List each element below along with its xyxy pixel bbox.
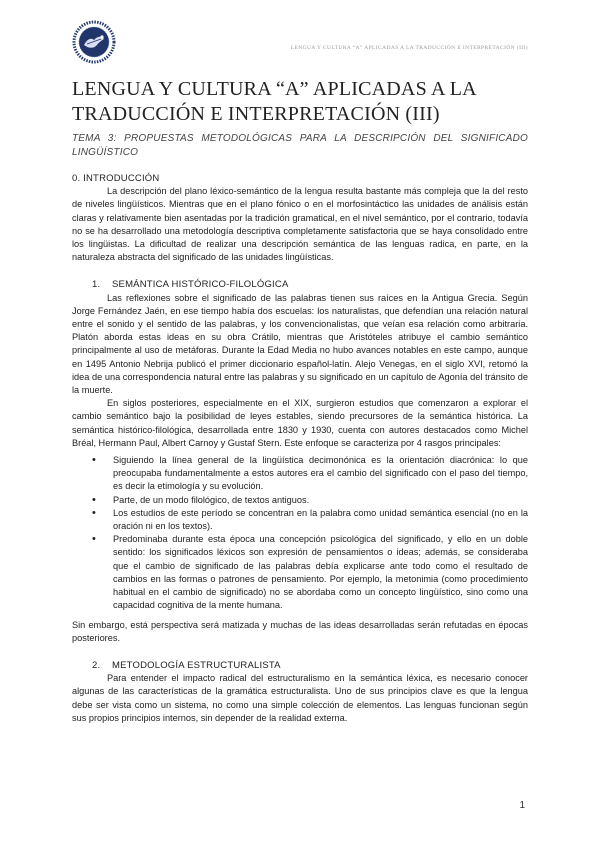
- list-item: • Predominaba durante esta época una concepción psicológica del significado, y ello en un doble sentido: los significados léxicos son expresión de pensamientos o ideas; además, se consideraba que el cambio de significado de las palabras debía explicarse ante todo como el resultado de cambios en las formas o patrones de pensamiento. Por ejemplo, la metonimia (como procedimiento habitual en el cambio de significado) no se abordaba como un concepto lingüístico, sino como una capacidad cognitiva de la mente humana.: [92, 533, 528, 612]
- running-header: LENGUA Y CULTURA “A” APLICADAS A LA TRADUCCIÓN E INTERPRETACIÓN (III): [290, 45, 528, 51]
- document-body: [72, 172, 528, 725]
- list-item: • Siguiendo la línea general de la lingüística decimonónica es la orientación diacrónica: lo que preocupaba fundamentalmente a estos autores era el cambio del significado con el paso del tiempo, es decir la etimología y su evolución.: [92, 454, 528, 494]
- list-item: • Los estudios de este período se concentran en la palabra como unidad semántica esencial (no en la oración ni en los textos).: [92, 507, 528, 533]
- document-title: LENGUA Y CULTURA “A” APLICADAS A LA TRADUCCIÓN E INTERPRETACIÓN (III): [72, 78, 476, 125]
- document-subtitle: TEMA 3: PROPUESTAS METODOLÓGICAS PARA LA DESCRIPCIÓN DEL SIGNIFICADO LINGÜÍSTICO: [72, 133, 528, 158]
- university-seal-icon: [72, 20, 116, 64]
- page-number: 1: [519, 800, 525, 811]
- paragraph: La descripción del plano léxico-semántico de la lengua resulta bastante más compleja que la del resto de niveles lingüísticos. Mientras que en el plano fónico o en el morfosintáctico las unidades de análisis están claras y relativamente bien asentadas por la tradición gramatical, en el nivel semántico, por el contrario, todavía no se ha desarrollado una metodología descriptiva completamente satisfactoria que se haya consolidado entre los lingüistas. La dificultad de realizar una descripción semántica de las lenguas radica, en parte, en la naturaleza abstracta del significado de las unidades lingüísticas.: [72, 186, 528, 263]
- section-title: SEMÁNTICA HISTÓRICO-FILOLÓGICA: [112, 279, 289, 291]
- section-number: 2.: [92, 659, 101, 671]
- section-heading-semantica-historica: [72, 278, 528, 291]
- list-item: • Parte, de un modo filológico, de textos antiguos.: [92, 494, 528, 507]
- section-heading-estructuralista: [72, 659, 528, 672]
- paragraph: Las reflexiones sobre el significado de las palabras tienen sus raíces en la Antigua Grecia. Según Jorge Fernández Jaén, en ese tiempo había dos escuelas: los naturalistas, que defendían una relación natural entre el sonido y el sentido de las palabras, y los convencionalistas, que veían esa relación como arbitraria. Platón aborda estas ideas en su obra Crátilo, mientras que Aristóteles atribuye el cambio semántico principalmente al uso de metáforas. Durante la Edad Media no hubo avances notables en este campo, aunque en 1495 Antonio Nebrija publicó el primer diccionario español-latín. Alejo Venegas, en el siglo XVI, retomó la idea de una correspondencia natural entre las palabras y su significado en un capítulo de Agonía del tránsito de la muerte.: [72, 292, 528, 396]
- paragraph: En siglos posteriores, especialmente en el XIX, surgieron estudios que comenzaron a explorar el cambio semántico bajo la posibilidad de leyes estables, siendo precursores de la semántica histórica. La semántica histórico-filológica, desarrollada entre 1830 y 1930, cuenta con autores destacados como Michel Bréal, Hermann Paul, Albert Carnoy y Gustaf Stern. Este enfoque se caracteriza por 4 rasgos principales:: [72, 398, 528, 448]
- section-number: 1.: [92, 279, 101, 291]
- paragraph: Sin embargo, está perspectiva será matizada y muchas de las ideas desarrolladas serán refutadas en épocas posteriores.: [72, 619, 528, 643]
- section-heading-introduccion: 0. INTRODUCCIÓN: [72, 173, 160, 184]
- section-title: METODOLOGÍA ESTRUCTURALISTA: [112, 659, 281, 671]
- paragraph: Para entender el impacto radical del estructuralismo en la semántica léxica, es necesario conocer algunas de las características de la gramática estructuralista. Uno de sus principios clave es que la lengua debe ser vista como un sistema, no como una simple colección de elementos. Las lenguas funcionan según sus propios principios internos, sin depender de la realidad externa.: [72, 673, 528, 723]
- bullet-list: [72, 454, 528, 612]
